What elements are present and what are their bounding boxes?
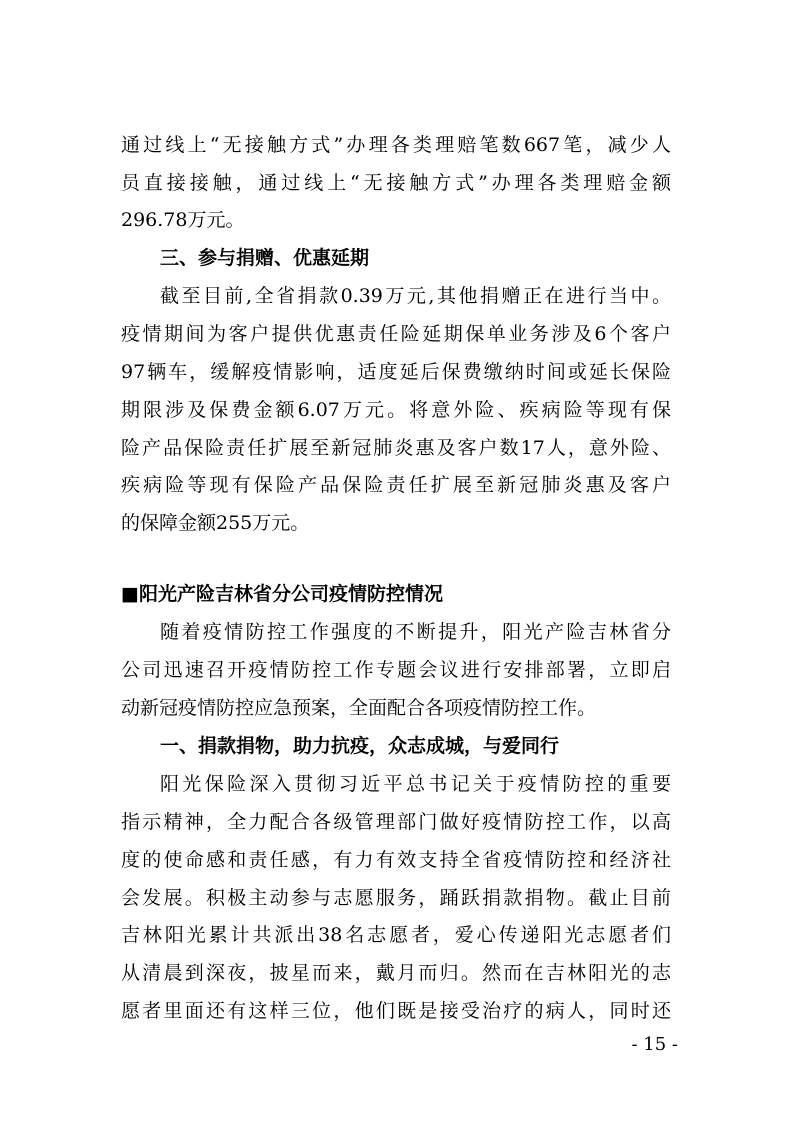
paragraph4-line4: 会发展。积极主动参与志愿服务，踊跃捐款捐物。截止目前 xyxy=(121,887,671,909)
page-number: - 15 - xyxy=(631,1034,678,1055)
paragraph4-line1: 阳光保险深入贯彻习近平总书记关于疫情防控的重要 xyxy=(160,773,671,795)
paragraph3-line3: 动新冠疫情防控应急预案，全面配合各项疫情防控工作。 xyxy=(121,697,597,719)
paragraph4-line3: 度的使命感和责任感，有力有效支持全省疫情防控和经济社 xyxy=(121,849,671,871)
paragraph1-line1: 通过线上“无接触方式”办理各类理赔笔数667笔，减少人 xyxy=(121,134,671,156)
paragraph2-line1: 截至目前,全省捐款0.39万元,其他捐赠正在进行当中。 xyxy=(160,285,671,307)
paragraph4-line7: 愿者里面还有这样三位，他们既是接受治疗的病人，同时还 xyxy=(121,1000,671,1022)
paragraph1-line3: 296.78万元。 xyxy=(121,209,245,231)
paragraph2-line5: 险产品保险责任扩展至新冠肺炎惠及客户数17人，意外险、 xyxy=(121,437,671,459)
paragraph2-line2: 疫情期间为客户提供优惠责任险延期保单业务涉及6个客户 xyxy=(121,323,671,345)
paragraph1-line2: 员直接接触，通过线上“无接触方式”办理各类理赔金额 xyxy=(121,172,671,194)
paragraph3-line1: 随着疫情防控工作强度的不断提升，阳光产险吉林省分 xyxy=(160,621,671,643)
paragraph2-line4: 期限涉及保费金额6.07万元。将意外险、疾病险等现有保 xyxy=(121,399,671,421)
heading-donation-deferral: 三、参与捐赠、优惠延期 xyxy=(160,247,370,269)
paragraph3-line2: 公司迅速召开疫情防控工作专题会议进行安排部署，立即启 xyxy=(121,659,671,681)
heading-donation-anti-epidemic: 一、捐款捐物，助力抗疫，众志成城，与爱同行 xyxy=(160,735,560,757)
paragraph4-line5: 吉林阳光累计共派出38名志愿者，爱心传递阳光志愿者们 xyxy=(121,924,671,946)
paragraph2-line7: 的保障金额255万元。 xyxy=(121,512,310,534)
paragraph2-line3: 97辆车，缓解疫情影响，适度延后保费缴纳时间或延长保险 xyxy=(121,361,671,383)
paragraph2-line6: 疾病险等现有保险产品保险责任扩展至新冠肺炎惠及客户 xyxy=(121,474,671,496)
paragraph4-line2: 指示精神，全力配合各级管理部门做好疫情防控工作，以高 xyxy=(121,811,671,833)
section-title-sunshine-jilin: ■阳光产险吉林省分公司疫情防控情况 xyxy=(121,583,443,605)
paragraph4-line6: 从清晨到深夜，披星而来，戴月而归。然而在吉林阳光的志 xyxy=(121,962,671,984)
